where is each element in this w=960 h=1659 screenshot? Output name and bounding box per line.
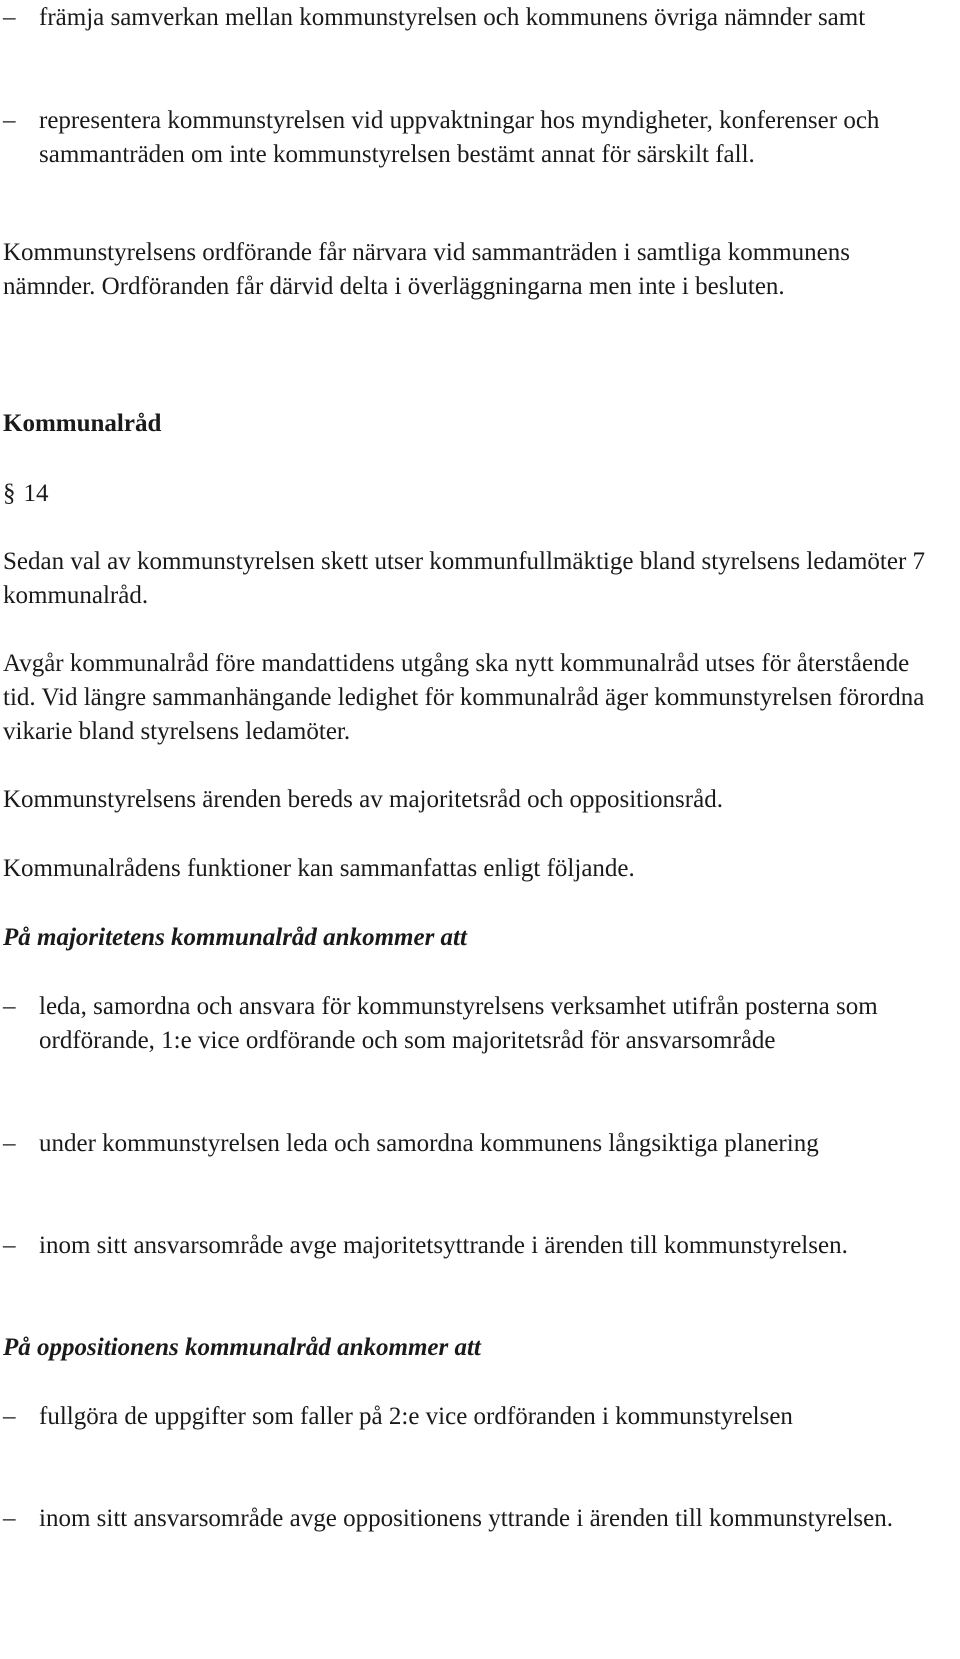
list-item-text: leda, samordna och ansvara för kommunstyrelsens verksamhet utifrån posterna som ordförande, 1:e vice ordförande och som majoritetsråd för ansvarsområde bbox=[39, 993, 878, 1054]
section-heading: Kommunalråd bbox=[3, 410, 162, 437]
dash-bullet: – bbox=[3, 1232, 16, 1259]
list-item bbox=[3, 990, 943, 1058]
dash-bullet: – bbox=[3, 1505, 16, 1532]
dash-bullet: – bbox=[3, 1130, 16, 1157]
list-item-text: representera kommunstyrelsen vid uppvaktningar hos myndigheter, konferenser och sammanträden om inte kommunstyrelsen bestämt annat för särskilt fall. bbox=[39, 107, 880, 168]
opposition-heading: På oppositionens kommunalråd ankommer att bbox=[3, 1334, 481, 1361]
paragraph: Kommunstyrelsens ärenden bereds av majoritetsråd och oppositionsråd. bbox=[3, 786, 723, 813]
paragraph-number-value: 14 bbox=[23, 480, 49, 507]
dash-bullet: – bbox=[3, 1403, 16, 1430]
list-item-text: under kommunstyrelsen leda och samordna kommunens långsiktiga planering bbox=[39, 1130, 819, 1157]
section-sign: § bbox=[3, 480, 16, 507]
dash-bullet: – bbox=[3, 993, 16, 1020]
paragraph: Avgår kommunalråd före mandattidens utgång ska nytt kommunalråd utses för återstående tid. Vid längre sammanhängande ledighet för kommunalråd äger kommunstyrelsen förordna vikarie bland styrelsens ledamöter. bbox=[3, 650, 925, 745]
list-item bbox=[3, 1229, 943, 1263]
list-item bbox=[3, 1502, 943, 1536]
list-item bbox=[3, 1400, 943, 1434]
list-item bbox=[3, 1, 943, 35]
paragraph-number bbox=[3, 477, 943, 511]
dash-bullet: – bbox=[3, 4, 16, 31]
majority-heading: På majoritetens kommunalråd ankommer att bbox=[3, 924, 467, 951]
list-item-text: fullgöra de uppgifter som faller på 2:e vice ordföranden i kommunstyrelsen bbox=[39, 1403, 793, 1430]
paragraph-chair: Kommunstyrelsens ordförande får närvara vid sammanträden i samtliga kommunens nämnder. Ordföranden får därvid delta i överläggningarna men inte i besluten. bbox=[3, 239, 850, 300]
list-item-text: främja samverkan mellan kommunstyrelsen och kommunens övriga nämnder samt bbox=[39, 4, 866, 31]
list-item-text: inom sitt ansvarsområde avge oppositionens yttrande i ärenden till kommunstyrelsen. bbox=[39, 1505, 893, 1532]
list-item bbox=[3, 104, 943, 172]
list-item-text: inom sitt ansvarsområde avge majoritetsyttrande i ärenden till kommunstyrelsen. bbox=[39, 1232, 848, 1259]
dash-bullet: – bbox=[3, 107, 16, 134]
list-item bbox=[3, 1127, 943, 1161]
paragraph: Sedan val av kommunstyrelsen skett utser kommunfullmäktige bland styrelsens ledamöter 7 kommunalråd. bbox=[3, 548, 926, 609]
paragraph: Kommunalrådens funktioner kan sammanfattas enligt följande. bbox=[3, 855, 635, 882]
